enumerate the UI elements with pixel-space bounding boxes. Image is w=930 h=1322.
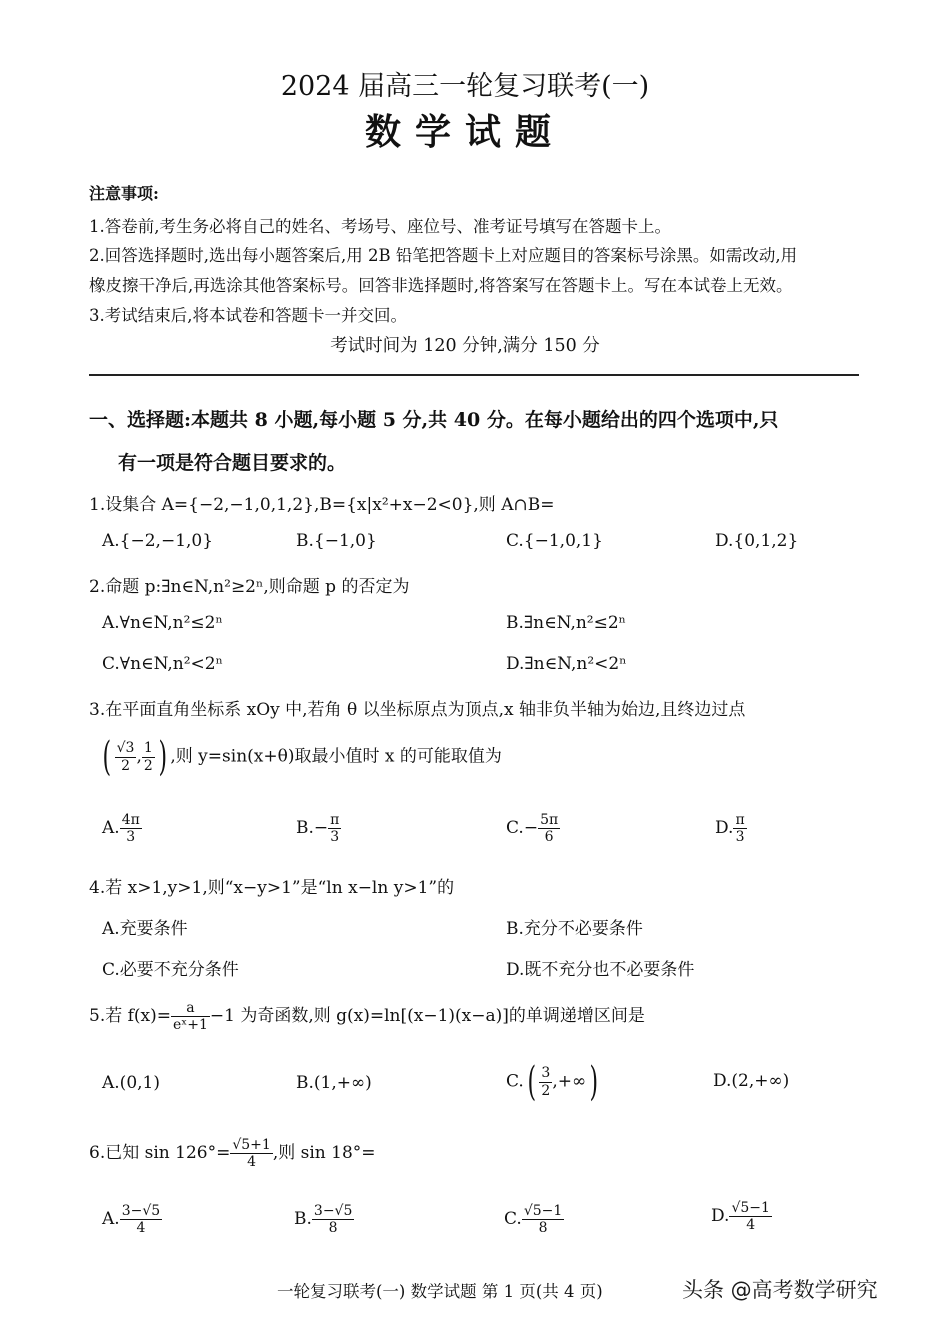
q3-option-b: B.− $\frac{\pi}{3}$ <box>296 812 340 846</box>
q5-option-c: C.( $\frac{3}{2}$ ,+∞) <box>506 1059 599 1105</box>
notice-item-2: 2.回答选择题时,选出每小题答案后,用 2B 铅笔把答题卡上对应题目的答案标号涂黑。如需改动,用 <box>89 246 798 265</box>
divider <box>89 374 859 376</box>
q2-option-c: C.∀n∈N,n²<2ⁿ <box>102 654 223 674</box>
question-1-stem: 1.设集合 A={−2,−1,0,1,2},B={x|x²+x−2<0},则 A∩B= <box>89 495 555 515</box>
q3-option-d: D. $\frac{\pi}{3}$ <box>715 812 745 846</box>
q4-option-d: D.既不充分也不必要条件 <box>506 960 695 980</box>
question-3-stem-cont: ( $\frac{√3}{2}$ , $\frac{1}{2}$ ) ,则 y=sin(x+θ)取最小值时 x 的可能取值为 <box>102 734 502 780</box>
q6-option-d: D. $\frac{√5-1}{4}$ <box>711 1200 770 1234</box>
right-paren: ) <box>158 734 167 780</box>
question-4-stem: 4.若 x>1,y>1,则“x−y>1”是“ln x−ln y>1”的 <box>89 878 455 898</box>
subject-title: 数学试题 <box>364 111 565 153</box>
section-heading-cont: 有一项是符合题目要求的。 <box>118 452 347 474</box>
q2-option-d: D.∃n∈N,n²<2ⁿ <box>506 654 627 674</box>
notice-heading: 注意事项: <box>89 184 159 203</box>
exam-title: 2024 届高三一轮复习联考(一) <box>280 71 650 102</box>
q6-option-c: C. $\frac{√5-1}{8}$ <box>504 1203 563 1237</box>
watermark: 头条 @高考数学研究 <box>682 1278 878 1302</box>
question-2-stem: 2.命题 p:∃n∈N,n²≥2ⁿ,则命题 p 的否定为 <box>89 577 410 597</box>
q6-option-b: B. $\frac{3-√5}{8}$ <box>294 1203 353 1237</box>
q5-option-a: A.(0,1) <box>102 1073 160 1093</box>
q1-option-a: A.{−2,−1,0} <box>102 531 214 551</box>
point-x-fraction: $\frac{√3}{2}$ <box>116 740 135 774</box>
left-paren: ( <box>102 734 112 780</box>
notice-item-2-cont: 橡皮擦干净后,再选涂其他答案标号。回答非选择题时,将答案写在答题卡上。写在本试卷上无效。 <box>89 276 793 295</box>
q4-option-b: B.充分不必要条件 <box>506 919 643 939</box>
q3-option-a: A. $\frac{4\pi}{3}$ <box>102 812 140 846</box>
f-fraction: $\frac{a}{\text{eˣ+1}}$ <box>173 1000 208 1034</box>
notice-item-1: 1.答卷前,考生务必将自己的姓名、考场号、座位号、准考证号填写在答题卡上。 <box>89 217 671 236</box>
question-6-stem: 6.已知 sin 126°= $\frac{√5+1}{4}$ ,则 sin 18°= <box>89 1137 376 1171</box>
q1-option-c: C.{−1,0,1} <box>506 531 603 551</box>
section-heading: 一、选择题:本题共 8 小题,每小题 5 分,共 40 分。在每小题给出的四个选项中,只 <box>89 409 779 431</box>
q2-option-a: A.∀n∈N,n²≤2ⁿ <box>102 613 223 633</box>
q5-option-b: B.(1,+∞) <box>296 1073 372 1093</box>
q4-option-a: A.充要条件 <box>102 919 188 939</box>
q2-option-b: B.∃n∈N,n²≤2ⁿ <box>506 613 627 633</box>
sin126-fraction: $\frac{√5+1}{4}$ <box>232 1137 271 1171</box>
question-5-stem: 5.若 f(x)= $\frac{a}{\text{eˣ+1}}$ −1 为奇函数,则 g(x)=ln[(x−1)(x−a)]的单调递增区间是 <box>89 1000 645 1034</box>
notice-item-3: 3.考试结束后,将本试卷和答题卡一并交回。 <box>89 306 407 325</box>
page-footer: 一轮复习联考(一) 数学试题 第 1 页(共 4 页) <box>277 1282 603 1301</box>
q1-option-b: B.{−1,0} <box>296 531 377 551</box>
question-3-stem: 3.在平面直角坐标系 xOy 中,若角 θ 以坐标原点为顶点,x 轴非负半轴为始边,且终边过点 <box>89 700 746 720</box>
q4-option-c: C.必要不充分条件 <box>102 960 239 980</box>
q5-option-d: D.(2,+∞) <box>713 1071 790 1091</box>
point-y-fraction: $\frac{1}{2}$ <box>143 740 153 774</box>
q3-option-c: C.− $\frac{5\pi}{6}$ <box>506 812 559 846</box>
exam-time: 考试时间为 120 分钟,满分 150 分 <box>330 336 600 356</box>
q6-option-a: A. $\frac{3-√5}{4}$ <box>102 1203 161 1237</box>
q1-option-d: D.{0,1,2} <box>715 531 799 551</box>
